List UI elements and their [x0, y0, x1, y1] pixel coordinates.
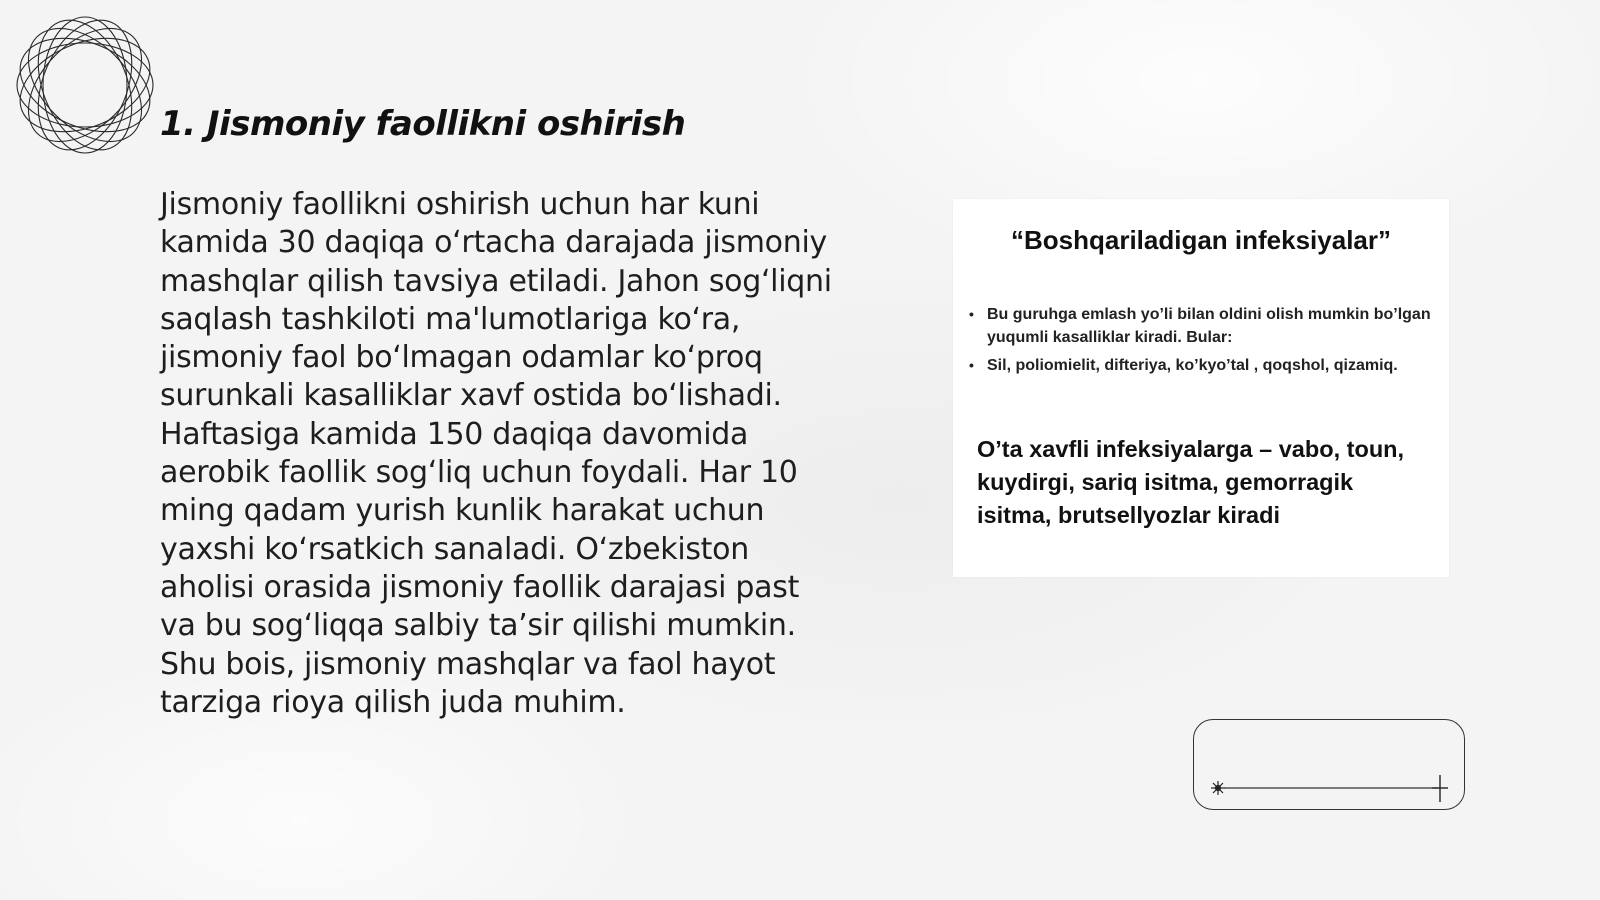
card-title: “Boshqariladigan infeksiyalar” — [1010, 225, 1391, 255]
logo-ring — [20, 10, 150, 160]
list-item-text: Sil, poliomielit, difteriya, ko’kyo’tal , qoqshol, qizamiq. — [987, 357, 1398, 374]
list-item — [967, 354, 1437, 377]
slide-body-text: Jismoniy faollikni oshirish uchun har kuni kamida 30 daqiqa o‘rtacha darajada jismoniy mashqlar qilish tavsiya etiladi. Jahon sog‘liqni saqlash tashkiloti ma'lumotlariga ko‘ra, jismoniy faol bo‘lmagan odamlar ko‘proq surunkali kasalliklar xavf ostida bo‘lishadi. Haftasiga kamida 150 daqiqa davomida aerobik faollik sog‘liq uchun foydali. Har 10 ming qadam yurish kunlik harakat uchun yaxshi ko‘rsatkich sanaladi. O‘zbekiston aholisi orasida jismoniy faollik darajasi past va bu sog‘liqqa salbiy ta’sir qilishi mumkin. Shu bois, jismoniy mashqlar va faol hayot tarziga rioya qilish juda muhim. — [160, 187, 832, 720]
card-note: O’ta xavfli infeksiyalarga – vabo, toun, kuydirgi, sariq isitma, gemorragik isitma, brutsellyozlar kiradi — [977, 436, 1405, 528]
cross-star-icon — [1432, 775, 1448, 802]
concentric-rings-icon — [10, 10, 160, 160]
card-bullet-list — [967, 303, 1437, 382]
logo-ring — [17, 43, 153, 127]
sparkle-icon — [1211, 781, 1225, 795]
list-item — [967, 303, 1437, 349]
bullet-icon: • — [969, 306, 974, 322]
decorative-line-box — [1193, 719, 1465, 810]
logo-ring — [10, 20, 160, 150]
logo-ring — [20, 10, 150, 160]
slide-title: 1. Jismoniy faollikni oshirish — [160, 104, 686, 144]
bullet-icon: • — [969, 357, 974, 373]
logo-ring — [10, 10, 160, 160]
logo-ring — [10, 10, 160, 160]
logo-ring — [43, 17, 127, 153]
infection-info-card — [953, 199, 1449, 577]
logo-ring — [10, 20, 160, 150]
list-item-text: Bu guruhga emlash yo’li bilan oldini olish mumkin bo’lgan yuqumli kasalliklar kiradi. Bular: — [987, 306, 1431, 346]
